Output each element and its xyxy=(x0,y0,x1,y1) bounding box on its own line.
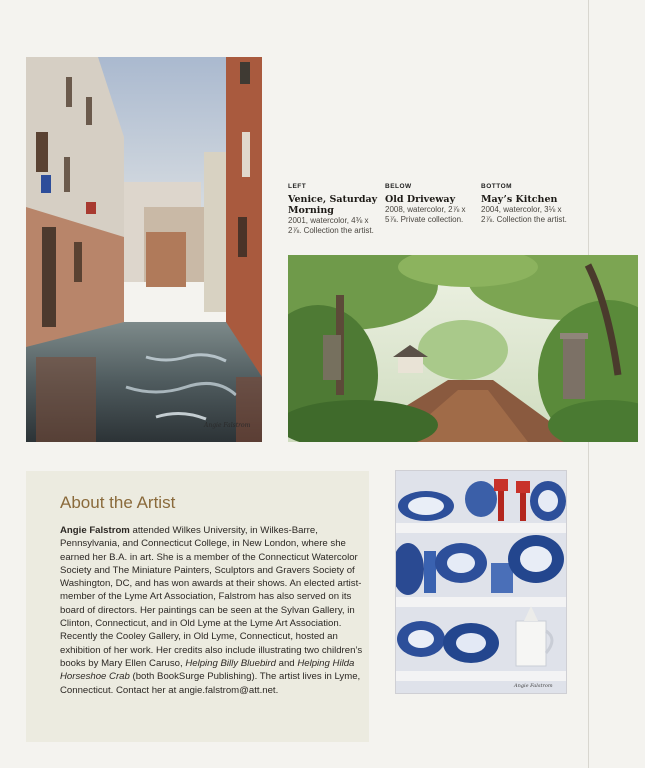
caption-title: May’s Kitchen xyxy=(481,194,558,205)
about-text-3: (both BookSurge Publishing). The artist lives in Lyme, Connecticut. Contact her at angie.falstrom@att.net. xyxy=(60,671,361,696)
caption-meta: 2001, watercolor, 4⅜ x 2⅞. Collection the artist. xyxy=(288,216,374,235)
book-title-1: Helping Billy Bluebird xyxy=(185,657,276,669)
about-heading: About the Artist xyxy=(60,493,176,512)
caption-position: BELOW xyxy=(385,183,412,190)
painting-mays-kitchen xyxy=(395,470,567,694)
about-text-1: attended Wilkes University, in Wilkes-Barre, Pennsylvania, and Connecticut College, in New London, where she earned her B.A. in art. She is a member of the Connecticut Watercolor Society and The Miniature Painters, Sculptors and Gravers Society of Washington, DC, and has won awards at their shows. An elected artist-member of the Lyme Art Association, Falstrom has also served on its board of directors. Her paintings can be seen at the Sylvan Gallery, in Clinton, Connecticut, and in Old Lyme at the Lyme Art Association. Recently the Cooley Gallery, in Old Lyme, Connecticut, hosted an exhibition of her work. Her credits also include illustrating two children’s books by Mary Ellen Caruso, xyxy=(60,525,363,669)
painting-venice-saturday-morning xyxy=(26,57,262,442)
book-title-2: Helping Hilda Horseshoe Crab xyxy=(60,657,355,683)
about-text-2: and xyxy=(275,657,298,669)
caption-old-driveway xyxy=(385,182,481,224)
about-body xyxy=(60,524,372,697)
artist-name: Angie Falstrom xyxy=(60,525,130,536)
about-the-artist-box xyxy=(26,471,369,742)
caption-title: Venice, Saturday Morning xyxy=(288,194,378,216)
caption-mays-kitchen xyxy=(481,182,577,224)
painting-old-driveway xyxy=(288,255,638,442)
caption-position: LEFT xyxy=(288,183,307,190)
caption-meta: 2004, watercolor, 3⅛ x 2⅞. Collection the artist. xyxy=(481,205,567,224)
venice-signature: Angie Falstrom xyxy=(204,422,251,429)
caption-title: Old Driveway xyxy=(385,194,456,205)
kitchen-signature: Angie Falstrom xyxy=(514,683,553,689)
caption-meta: 2008, watercolor, 2⅞ x 5⅞. Private collection. xyxy=(385,205,466,224)
caption-position: BOTTOM xyxy=(481,183,513,190)
caption-venice xyxy=(288,182,384,235)
